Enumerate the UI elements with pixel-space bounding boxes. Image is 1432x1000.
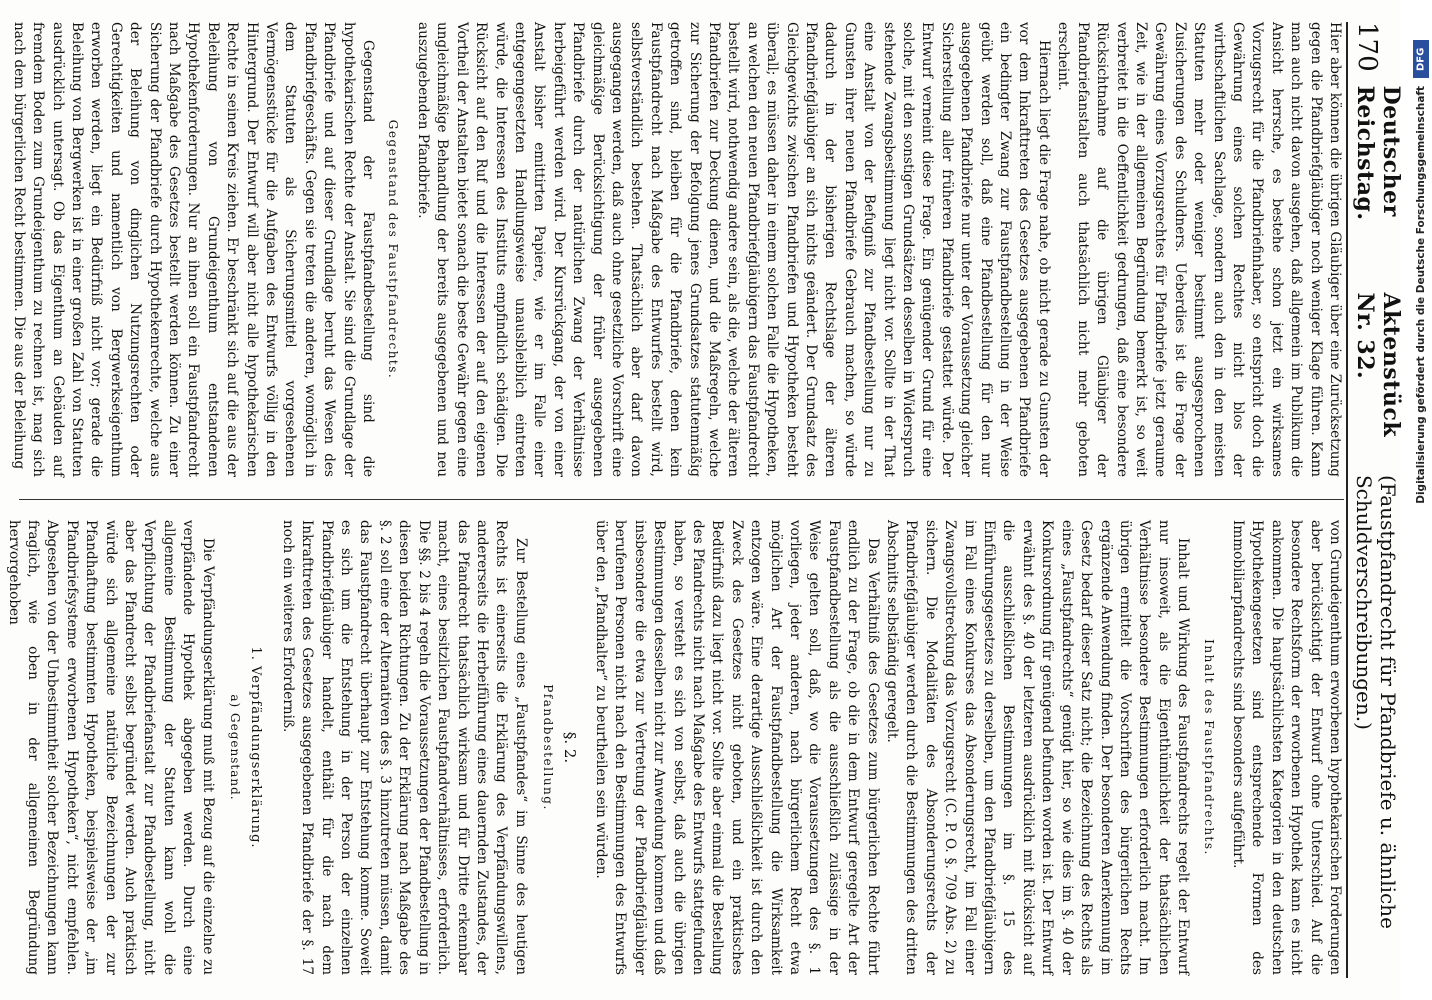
lettered-heading: a) Gegenstand. — [228, 694, 243, 801]
page-header — [1346, 22, 1404, 978]
right-column — [5, 520, 1344, 975]
paragraph: Die Verpfändungserklärung muß mit Bezug auf die einzelne zu verpfändende Hypothek abgegeben werden. Durch eine allgemeine Bestimmung der Statuten kann wohl die Verpflichtung der Pfandbriefanstalt zur Pfandbestellung, nicht aber das Pfandrecht selbst begründet werden. Auch praktisch würde sich allgemeine natürliche Bezeichnungen der zur Pfandhaftung bestimmten Hypotheken, beispielsweise der „im Pfandbriefsysteme erworbenen Hypotheken“, nicht empfehlen. Abgesehen von der Unbestimmtheit solcher Bezeichnungen kann fraglich, wie oben in der allgemeinen Begründung hervorgehoben — [5, 520, 216, 975]
section-number: §. 2. — [560, 731, 579, 764]
document-subject: (Faustpfandrecht für Pfandbriefe u. ähnliche Schuldverschreibungen.) — [1352, 474, 1400, 929]
paragraph: Hiernach liegt die Frage nahe, ob nicht gerade zu Gunsten der vor dem Inkrafttreten des Gesetzes ausgegebenen Pfandbriefe ein bedingter Zwang zur Faustpfandbestellung in der Weise geübt werden soll, daß eine Pfandbestellung für den nur ausgegebenen Pfandbriefe nur unter der Voraussetzung gleicher Sicherstellung aller früheren Pfandbriefe gestattet würde. Der Entwurf verneint diese Frage. Ein genügender Grund für eine solche, mit den sonstigen Grundsätzen desselben in Widerspruch stehende Zwangsbestimmung liegt nicht vor. Sollte in der That eine Anstalt von der Befugniß zur Pfandbestellung nur zu Gunsten ihrer neuen Pfandbriefe Gebrauch machen, so würde dadurch in der bisherigen Rechtslage der älteren Pfandbriefgläubiger an sich nichts geändert. Der Grundsatz des Gleichgewichts zwischen Pfandbriefen und Hypotheken besteht überall; es müssen daher in einem solchen Falle die Hypotheken, an welchen den neuen Pfandbriefgläubigern das Faustpfandrecht bestellt wird, nothwendig andere sein, als die, welche der älteren Pfandbriefen zur Deckung dienen, und die Maßregeln, welche zur Sicherung der Befolgung jenes Grundsatzes statutenmäßig getroffen sind, bleiben für die Pfandbriefe, denen kein Faustpfandrecht nach Maßgabe des Entwurfes bestellt wird, selbstverständlich bestehen. Thatsächlich aber darf davon ausgegangen werden, daß auch ohne gesetzliche Vorschrift eine gleichmäßige Berücksichtigung der früher ausgegebenen Pfandbriefe durch der natürlichen Zwang der Verhältnisse herbeigeführt werden wird. Der Kursrückgang, der von einer Anstalt bisher emittirten Papiere, wie er im Falle einer entgegengesetzten Handlungsweise unausbleiblich eintreten würde, die Interessen des Instituts empfindlich schädigen. Die Rücksicht auf den Ruf und die Interessen der auf den eigenen Vortheil der Anstalten bietet sonach die beste Gewähr gegen eine ungleichmäßige Behandlung der bereits ausgegebenen und neu auszugebenden Pfandbriefe. — [414, 22, 1052, 477]
paragraph: Inhalt und Wirkung des Faustpfandrechts regelt der Entwurf nur insoweit, als die Eigenthümlichkeit der thatsächlichen Verhältnisse besondere Bestimmungen erforderlich macht. Im übrigen ermittelt die Vorschriften des bürgerlichen Rechts ergänzende Anwendung finden. Der besonderen Anerkennung im Gesetz bedarf dieser Satz nicht; die Bezeichnung des Rechts als eines „Faustpfandrechts“ genügt hier, so wie dies im §. 40 der Konkursordnung für genügend befunden worden ist. Der Entwurf erwähnt des §. 40 der letzteren ausdrücklich mit Rücksicht auf die ausschließlichen Bestimmungen im §. 15 des Einführungsgesetzes zu derselben, um den Pfandbriefgläubigern im Fall eines Konkurses das Absonderungsrecht, im Fall einer Zwangsvollstreckung das Vorzugsrecht (C. P. O. §. 709 Abs. 2) zu sichern. Die Modalitäten des Absonderungsrechts der Pfandbriefgläubiger werden durch die Bestimmungen des dritten Abschnitts selbständig geregelt. — [884, 520, 1192, 975]
paragraph: Zur Bestellung eines „Faustpfandes“ im Sinne des heutigen Rechts ist einerseits die Erklärung des Verpfändungswillens, andererseits die Herbeiführung eines dauernden Zustandes, der das Pfandrecht thatsächlich wirksam und für Dritte erkennbar macht, eines besitzlichen Faustpfandverhältnisses, erforderlich. Die §§. 2 bis 4 regeln die Voraussetzungen der Pfandbestellung in diesen beiden Richtungen. Zu der Erklärung nach Maßgabe des §. 2 soll eine der Alternativen des §. 3 hinzutreten müssen, damit das Faustpfandrecht überhaupt zur Entstehung komme. Soweit es sich um die Entstehung in der Person der einzelnen Pfandbriefgläubiger handelt, enthält für die nach dem Inkrafttreten des Gesetzes ausgegebenen Pfandbriefe der §. 17 noch ein weiteres Erforderniß. — [279, 520, 529, 975]
digitization-strip — [1412, 40, 1430, 980]
paragraph: Das Verhältniß des Gesetzes zum bürgerlichen Rechte führt endlich zu der Frage, ob die in dem Entwurf geregelte Art der Faustpfandbestellung als die ausschließlich zulässige in der Weise gelten soll, daß, wo die Voraussetzungen des §. 1 vorliegen, jeder anderen, nach bürgerlichem Recht etwa möglichen Art der Faustpfandbestellung die Wirksamkeit entzogen wäre. Eine derartige Ausschließlichkeit ist durch den Zweck des Gesetzes nicht geboten, und ein praktisches Bedürfniß dazu liegt nicht vor. Sollte aber einmal die Bestellung des Pfandrechts nicht nach Maßgabe des Entwurfs stattgefunden haben, so versteht es sich von selbst, daß auch die übrigen Bestimmungen desselben nicht zur Anwendung kommen und daß insbesondere die etwa zur Vertretung der Pfandbriefgläubiger berufenen Personen nicht nach den Bestimmungen des Entwurfs über den „Pfandhalter“ zu beurtheilen sein würden. — [592, 520, 881, 975]
page-number: 170 — [1352, 22, 1382, 72]
paragraph: Gegenstand der Faustpfandbestellung sind die hypothekarischen Rechte der Anstalt. Sie sind die Grundlage der Pfandbriefe und auf dieser Grundlage beruht das Wesen des Pfandbriefgeschäfts. Gegen sie treten die anderen, womöglich in dem Statuten als Sicherungsmittel vorgesehenen Vermögensstücke für die Aufgaben des Entwurfs völlig in den Hintergrund. Der Entwurf will aber nicht alle hypothekarischen Rechte in seinen Kreis ziehen. Er beschränkt sich auf die aus der Beleihung von Grundeigenthum entstandenen Hypothekenforderungen. Nur an ihnen soll ein Faustpfandrecht nach Maßgabe des Gesetzes bestellt werden können. Zu einer Sicherung der Pfandbriefe durch Hypothekenrechte, welche aus der Beleihung von dinglichen Nutzungsrechten oder Gerechtigkeiten und namentlich von Bergwerkseigenthum erworben werden, liegt ein Bedürfniß nicht vor; gerade die Beleihung von Bergwerken ist in einer großen Zahl von Statuten ausdrücklich untersagt. Ob das Eigenthum an Gebäuden auf fremdem Boden zum Grundeigenthum zu rechnen ist, mag sich nach dem bürgerlichen Recht bestimmen. Die aus der Beleihung — [10, 22, 377, 477]
column-divider — [19, 499, 1344, 500]
section-subheading: Inhalt des Faustpfandrechts. — [1201, 639, 1216, 856]
paragraph: von Grundeigenthum erworbenen hypothekarischen Forderungen aber berücksichtigt der Entwurf ohne Unterschied. Auf die besondere Rechtsform der erworbenen Hypothek kann es nicht ankommen. Die hauptsächlichsten Kategorien in den deutschen Hypothekengesetzen sind entsprechende Formen des Immobiliarpfandrechts sind besonders aufgeführt. — [1229, 520, 1343, 975]
publication-title: Deutscher Reichstag. — [1352, 85, 1404, 221]
dfg-logo: DFG — [1413, 40, 1429, 78]
numbered-heading: 1. Verpfändungserklärung. — [248, 646, 264, 849]
digitization-note: Digitalisierung gefördert durch die Deutsche Forschungsgemeinschaft — [1415, 86, 1427, 504]
left-column — [10, 22, 1344, 478]
section-title: Pfandbestellung. — [541, 684, 556, 811]
document-number: Aktenstück Nr. 32. — [1352, 292, 1404, 438]
section-subheading: Gegenstand des Faustpfandrechts. — [386, 119, 401, 380]
paragraph: Hier aber können die übrigen Gläubiger über eine Zurücksetzung gegen die Pfandbriefgläubiger noch weniger Klage führen. Kann man auch nicht davon ausgehen, daß allgemein im Publikum die Ansicht herrsche, es bestehe schon jetzt ein wirksames Vorzugsrecht für die Pfandbriefinhaber, so entspricht doch die Gewährung eines solchen Rechtes nicht blos der wirthschaftlichen Sachlage, sondern auch den in den meisten Statuten mehr oder weniger bestimmt ausgesprochenen Zusicherungen des Schuldners. Ueberdies ist die Frage der Gewährung eines Vorzugsrechtes für Pfandbriefe jetzt geraume Zeit, wie in der allgemeinen Begründung bemerkt ist, so weit verbreitet in die Oeffentlichkeit gedrungen, daß eine besondere Rücksichtnahme auf die übrigen Gläubiger der Pfandbriefanstalten auch thatsächlich nicht mehr geboten erscheint. — [1055, 22, 1343, 478]
